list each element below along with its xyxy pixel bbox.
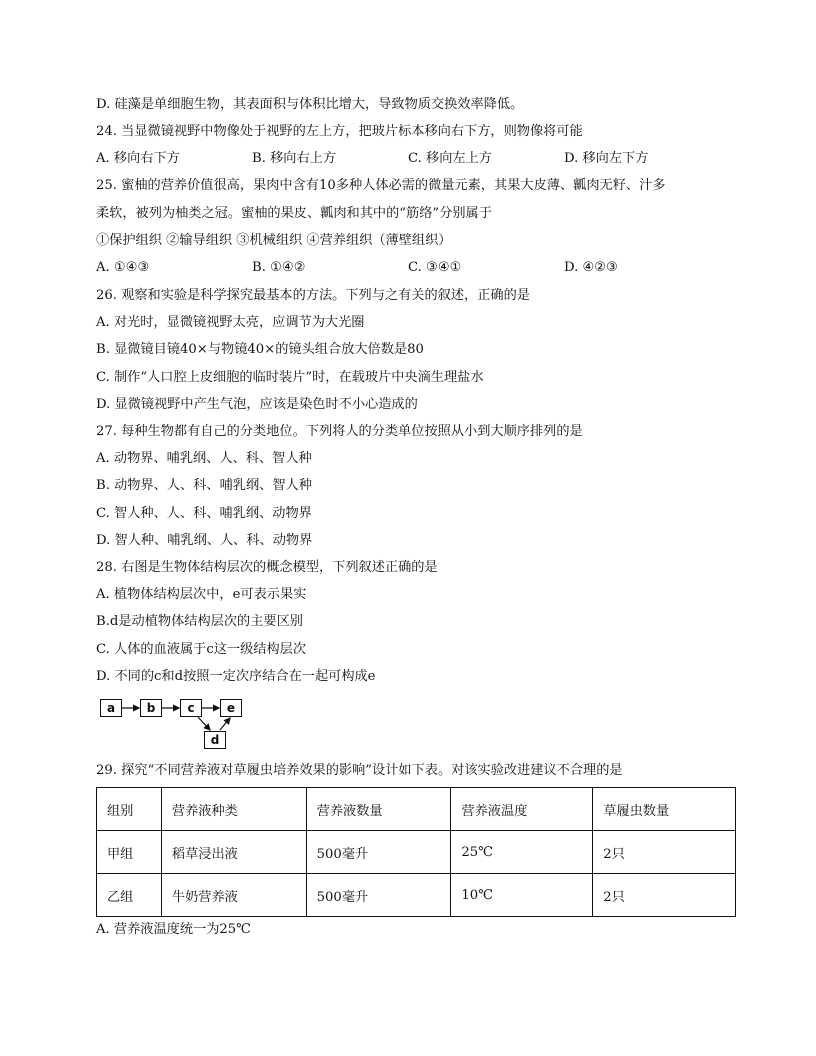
q24-option-b: B. 移向右上方: [252, 151, 337, 166]
table-header-cell: 草履虫数量: [593, 788, 736, 831]
q25-option-d: D. ④②③: [564, 260, 618, 275]
table-cell: 500毫升: [306, 831, 451, 874]
q24-option-c: C. 移向左上方: [408, 151, 492, 166]
table-row: [97, 874, 736, 917]
table-cell: 2只: [593, 831, 736, 874]
q27-option-d: D. 智人种、哺乳纲、人、科、动物界: [96, 533, 313, 548]
table-cell: 甲组: [97, 831, 162, 874]
q28-option-a: A. 植物体结构层次中，e可表示果实: [96, 587, 307, 602]
q28-option-c: C. 人体的血液属于c这一级结构层次: [96, 642, 307, 657]
q28-option-d: D. 不同的c和d按照一定次序结合在一起可构成e: [96, 669, 376, 684]
diagram-node-e: e: [220, 699, 242, 717]
q25-option-b: B. ①④②: [252, 260, 306, 275]
table-cell: 10℃: [451, 874, 593, 917]
q26-option-b: B. 显微镜目镜40×与物镜40×的镜头组合放大倍数是80: [96, 342, 424, 357]
q25-stem-line1: 25. 蜜柚的营养价值很高，果肉中含有10多种人体必需的微量元素，其果大皮薄、瓤肉无籽、汁多: [96, 178, 666, 193]
q25-option-c: C. ③④①: [408, 260, 462, 275]
diagram-node-b: b: [140, 699, 162, 717]
table-header-cell: 营养液数量: [306, 788, 451, 831]
q23-option-d: D. 硅藻是单细胞生物，其表面积与体积比增大，导致物质交换效率降低。: [96, 97, 524, 112]
q27-option-a: A. 动物界、哺乳纲、人、科、智人种: [96, 451, 312, 466]
table-header-cell: 组别: [97, 788, 162, 831]
q24-stem: 24. 当显微镜视野中物像处于视野的左上方，把玻片标本移向右下方，则物像将可能: [96, 124, 583, 139]
table-cell: 2只: [593, 874, 736, 917]
q25-options: [96, 259, 676, 277]
q28-option-b: B.d是动植物体结构层次的主要区别: [96, 614, 303, 629]
q24-options: [96, 150, 676, 168]
table-header-row: [97, 788, 736, 831]
q29-option-a: A. 营养液温度统一为25℃: [96, 922, 251, 937]
q25-stem-line2: 柔软，被列为柚类之冠。蜜柚的果皮、瓤肉和其中的“筋络”分别属于: [96, 206, 492, 221]
table-cell: 稻草浸出液: [161, 831, 306, 874]
q26-option-c: C. 制作“人口腔上皮细胞的临时装片”时，在载玻片中央滴生理盐水: [96, 370, 484, 385]
table-cell: 25℃: [451, 831, 593, 874]
q24-option-a: A. 移向右下方: [96, 151, 180, 166]
table-row: [97, 831, 736, 874]
table-header-cell: 营养液种类: [161, 788, 306, 831]
arrow-d-to-e: [220, 718, 230, 730]
diagram-node-c: c: [180, 699, 202, 717]
q26-option-a: A. 对光时，显微镜视野太亮，应调节为大光圈: [96, 315, 365, 330]
q27-option-b: B. 动物界、人、科、哺乳纲、智人种: [96, 478, 312, 493]
q24-option-d: D. 移向左下方: [564, 151, 649, 166]
q26-stem: 26. 观察和实验是科学探究最基本的方法。下列与之有关的叙述，正确的是: [96, 288, 530, 303]
diagram-node-a: a: [100, 699, 122, 717]
structure-level-diagram: [96, 697, 266, 753]
table-cell: 乙组: [97, 874, 162, 917]
table-cell: 500毫升: [306, 874, 451, 917]
q29-stem: 29. 探究“不同营养液对草履虫培养效果的影响”设计如下表。对该实验改进建议不合理的是: [96, 763, 623, 778]
experiment-table: [96, 787, 736, 917]
table-header-cell: 营养液温度: [451, 788, 593, 831]
diagram-node-d: d: [204, 731, 226, 749]
arrow-c-to-d: [198, 717, 210, 730]
q25-choices-key: ①保护组织 ②输导组织 ③机械组织 ④营养组织（薄壁组织）: [96, 233, 452, 248]
table-cell: 牛奶营养液: [161, 874, 306, 917]
q26-option-d: D. 显微镜视野中产生气泡，应该是染色时不小心造成的: [96, 397, 418, 412]
q27-option-c: C. 智人种、人、科、哺乳纲、动物界: [96, 506, 312, 521]
q25-option-a: A. ①④③: [96, 260, 150, 275]
q27-stem: 27. 每种生物都有自己的分类地位。下列将人的分类单位按照从小到大顺序排列的是: [96, 424, 583, 439]
q28-stem: 28. 右图是生物体结构层次的概念模型，下列叙述正确的是: [96, 560, 438, 575]
